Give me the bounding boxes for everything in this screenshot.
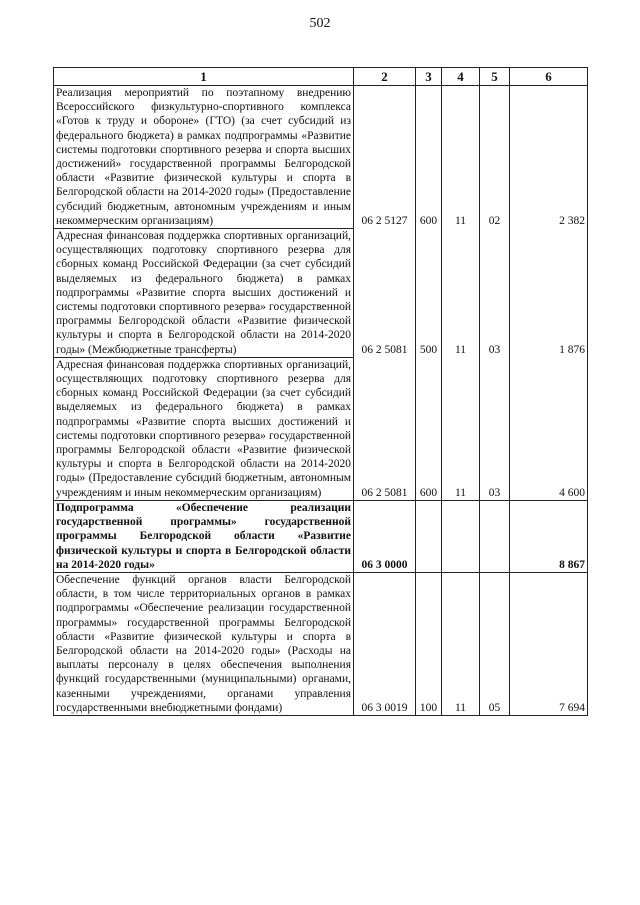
row-section: 11 [442,86,480,229]
row-expense-type: 600 [416,357,442,500]
row-subsection: 02 [480,86,510,229]
row-amount: 7 694 [510,572,588,715]
table-row [54,86,588,229]
row-description: Обеспечение функций органов власти Белгородской области, в том числе территориальных органов в рамках подпрограммы «Обеспечение реализации государственной программы» государственной программы Белгородской области «Развитие физической культуры и спорта в Белгородской области на 2014-2020 годы» (Расходы на выплаты персоналу в целях обеспечения выполнения функций государственными (муниципальными) органами, казенными учреждениями, органами управления государственными внебюджетными фондами) [54,572,354,715]
budget-table [53,67,588,716]
row-amount: 8 867 [510,500,588,572]
row-code: 06 2 5081 [354,357,416,500]
row-code: 06 2 5081 [354,229,416,358]
row-expense-type: 100 [416,572,442,715]
row-subsection: 05 [480,572,510,715]
row-subsection: 03 [480,229,510,358]
row-description: Адресная финансовая поддержка спортивных организаций, осуществляющих подготовку спортивного резерва для сборных команд Российской Федерации (за счет субсидий выделяемых из федерального бюджета) в рамках подпрограммы «Развитие спорта высших достижений и системы подготовки спортивного резерва» государственной программы Белгородской области «Развитие физической культуры и спорта в Белгородской области на 2014-2020 годы» (Предоставление субсидий бюджетным, автономным учреждениям и иным некоммерческим организациям) [54,357,354,500]
header-col-4: 4 [442,68,480,86]
header-col-6: 6 [510,68,588,86]
header-col-2: 2 [354,68,416,86]
header-col-5: 5 [480,68,510,86]
row-subsection [480,500,510,572]
row-description: Реализация мероприятий по поэтапному внедрению Всероссийского физкультурно-спортивного комплекса «Готов к труду и обороне» (ГТО) (за счет субсидий из федерального бюджета) в рамках подпрограммы «Развитие системы подготовки спортивного резерва и спорта высших достижений» государственной программы Белгородской области «Развитие физической культуры и спорта в Белгородской области на 2014-2020 годы» (Предоставление субсидий бюджетным, автономным учреждениям и иным некоммерческим организациям) [54,86,354,229]
table-row [54,357,588,500]
header-col-3: 3 [416,68,442,86]
row-expense-type: 600 [416,86,442,229]
row-amount: 4 600 [510,357,588,500]
row-subsection: 03 [480,357,510,500]
row-code: 06 3 0000 [354,500,416,572]
row-amount: 1 876 [510,229,588,358]
row-section: 11 [442,572,480,715]
row-description: Адресная финансовая поддержка спортивных организаций, осуществляющих подготовку спортивного резерва для сборных команд Российской Федерации (за счет субсидий выделяемых из федерального бюджета) в рамках подпрограммы «Развитие спорта высших достижений и системы подготовки спортивного резерва» государственной программы Белгородской области «Развитие физической культуры и спорта в Белгородской области на 2014-2020 годы» (Межбюджетные трансферты) [54,229,354,358]
row-section [442,500,480,572]
row-code: 06 3 0019 [354,572,416,715]
table-row [54,229,588,358]
table-row-subprogram [54,500,588,572]
row-code: 06 2 5127 [354,86,416,229]
header-col-1: 1 [54,68,354,86]
row-description: Подпрограмма «Обеспечение реализации государственной программы» государственной программы Белгородской области «Развитие физической культуры и спорта в Белгородской области на 2014-2020 годы» [54,500,354,572]
row-section: 11 [442,357,480,500]
page-number: 502 [309,16,331,31]
row-expense-type: 500 [416,229,442,358]
row-expense-type [416,500,442,572]
row-amount: 2 382 [510,86,588,229]
table-row [54,572,588,715]
table-header-row [54,68,588,86]
row-section: 11 [442,229,480,358]
